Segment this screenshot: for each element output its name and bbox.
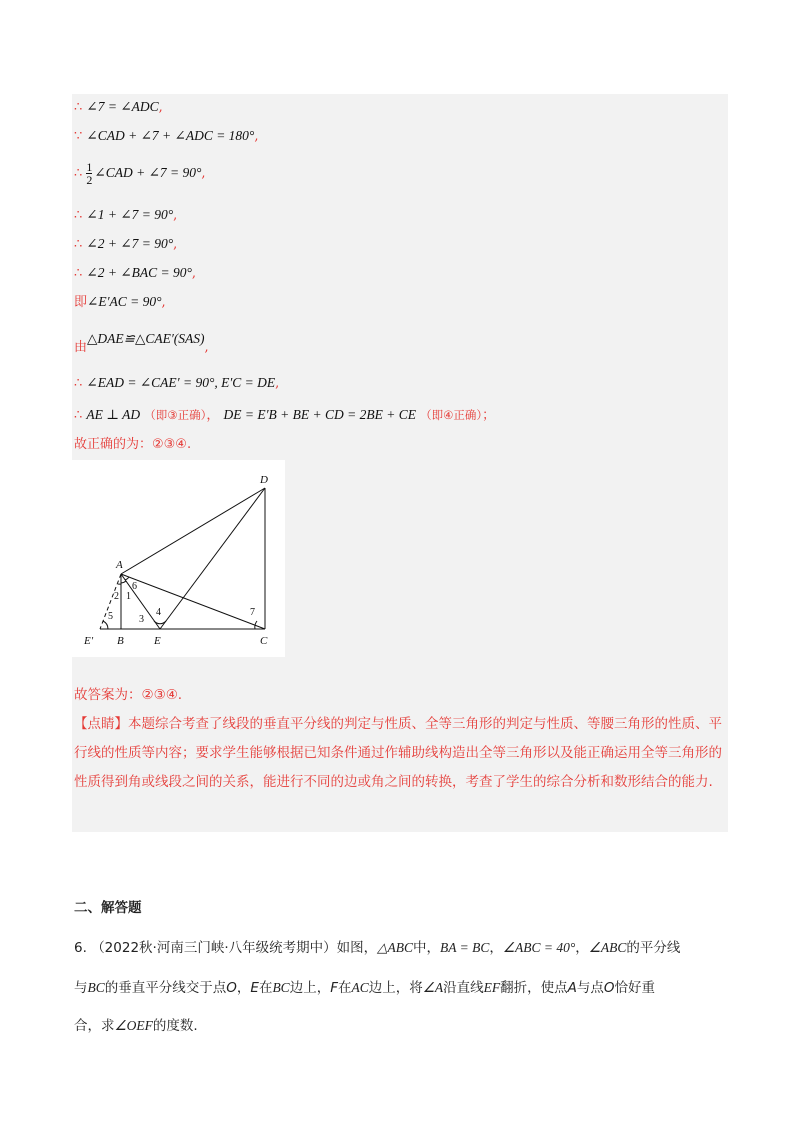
problem-line-3: 合，求∠OEF的度数. [74,1018,198,1034]
comment-text: 本题综合考查了线段的垂直平分线的判定与性质、全等三角形的判定与性质、等腰三角形的性质、平行线的性质等内容；要求学生能够根据已知条件通过作辅助线构造出全等三角形以及能正确运用全等三角形的性质得到角或线段之间的关系，能进行不同的边或角之间的转换，考查了学生的综合分析和数形结合的能力. [74,716,722,790]
angle-label-6: 6 [132,581,137,592]
fraction-half: $\frac{1}{2}$ [86,160,93,187]
segment-ad [121,488,265,574]
angle-label-7: 7 [250,607,255,618]
geometry-diagram [72,460,285,657]
angle-label-3: 3 [139,614,144,625]
comment-block [74,710,728,797]
solution-line-6: ∴ ∠2 + ∠BAC = 90°, [74,265,197,281]
solution-line-4: ∴ ∠1 + ∠7 = 90°, [74,207,178,223]
problem-line-2: 与BC的垂直平分线交于点O，E在BC边上，F在AC边上，将∠A沿直线EF翻折，使点A与点O恰好重 [74,980,655,996]
angle-mark-6 [125,577,129,580]
angle-mark-5 [103,621,108,629]
label-b: B [117,635,124,647]
angle-label-5: 5 [108,611,113,622]
solution-conclusion: 故正确的为：②③④. [74,437,192,452]
geometry-figure [72,460,285,657]
solution-line-3: ∴ $\frac{1}{2}$ ∠CAD + ∠7 = 90°, [74,160,206,187]
answer-line: 故答案为：②③④. [74,687,183,703]
label-d: D [260,474,268,486]
label-c: C [260,635,268,647]
solution-line-10: ∴ AE ⊥ AD （即③正确）， DE = E′B + BE + CD = 2BE + CE （即④正确）； [74,407,496,423]
angle-mark-3 [121,581,126,583]
solution-line-5: ∴ ∠2 + ∠7 = 90°, [74,236,178,252]
comment-label: 【点睛】 [74,716,128,732]
solution-line-1: ∴ ∠7 = ∠ADC, [74,99,163,115]
solution-line-7: 即∠E′AC = 90°, [74,294,166,310]
angle-label-4: 4 [156,607,161,618]
label-e-prime: E′ [84,635,94,647]
solution-line-8: 由△DAE≌△CAE′(SAS), [74,331,209,355]
angle-label-2: 2 [114,591,119,602]
label-a: A [116,559,123,571]
section-title: 二、解答题 [74,900,142,916]
solution-line-9: ∴ ∠EAD = ∠CAE′ = 90°, E′C = DE, [74,375,280,391]
problem-line-1: 6. （2022秋·河南三门峡·八年级统考期中）如图，△ABC中，BA = BC，∠ABC = 40°，∠ABC的平分线 [74,940,681,956]
solution-line-2: ∵ ∠CAD + ∠7 + ∠ADC = 180°, [74,128,259,144]
angle-label-1: 1 [126,591,131,602]
label-e: E [154,635,161,647]
